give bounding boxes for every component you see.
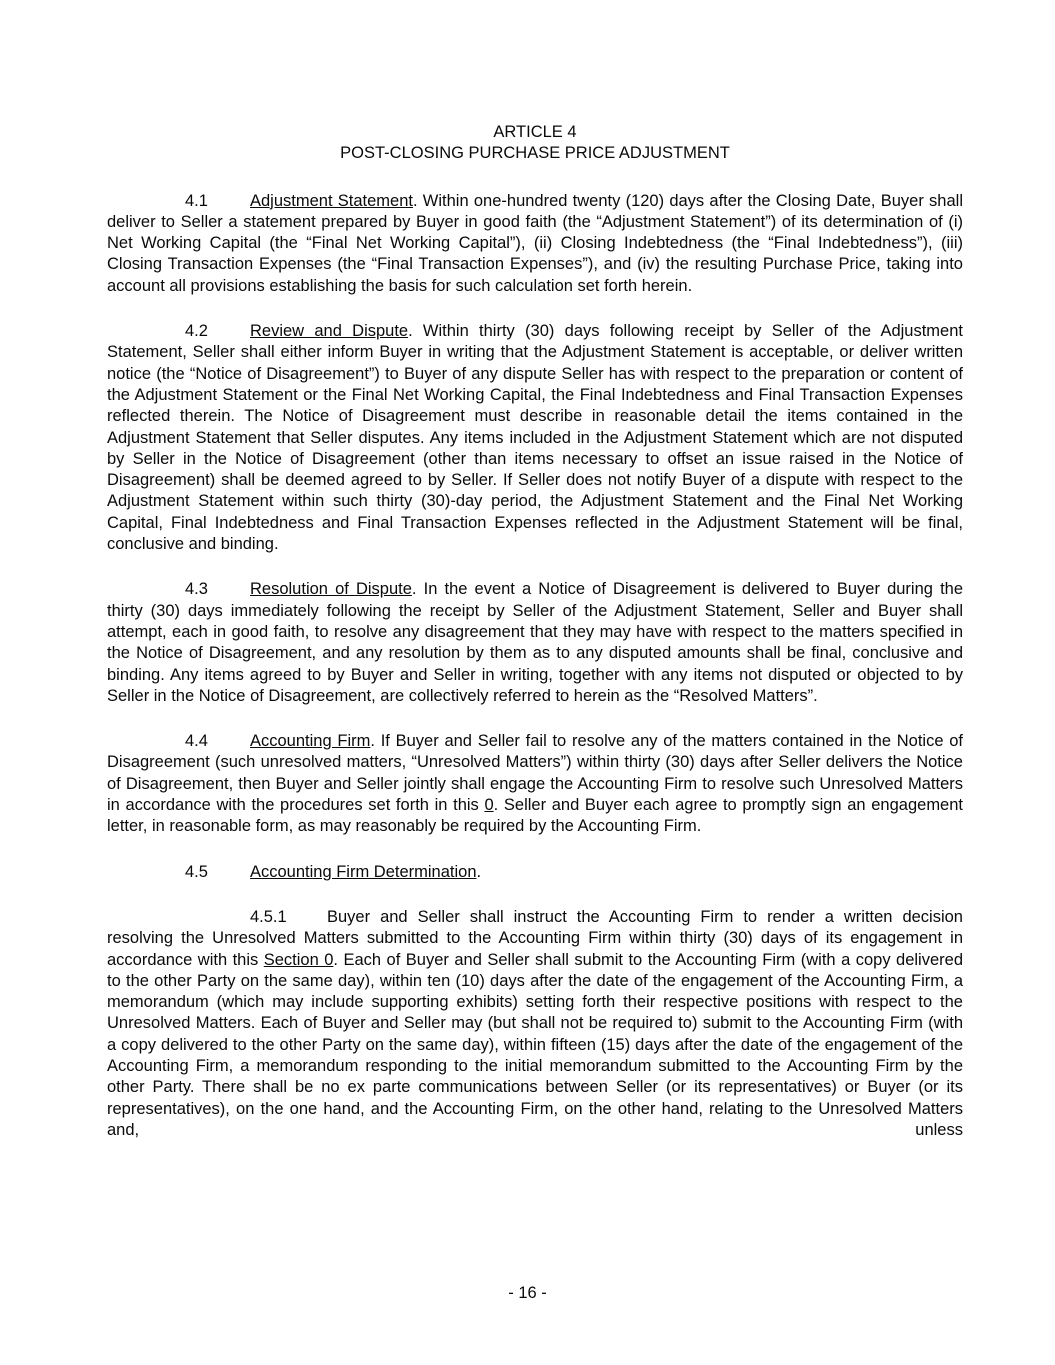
- section-4-4-cross-reference: 0: [484, 796, 494, 815]
- section-4-5-1-body-a: Buyer and Seller shall instruct the Accounting Firm to render a written decision resolving the Unresolved Matters submitted to the Accounting Firm within thirty (30) days of its engagement in accordance with this: [107, 907, 963, 969]
- section-4-3-number: 4.3: [185, 580, 208, 599]
- section-4-3-heading: Resolution of Dispute: [250, 580, 412, 599]
- section-4-3-body: . In the event a Notice of Disagreement is delivered to Buyer during the thirty (30) days immediately following the receipt by Seller of the Adjustment Statement, Seller and Buyer shall attempt, each in good faith, to resolve any disagreement that they may have with respect to the matters specified in the Notice of Disagreement, and any resolution by them as to any disputed amounts shall be final, conclusive and binding. Any items agreed to by Buyer and Seller in writing, together with any items not disputed or objected to by Seller in the Notice of Disagreement, are collectively referred to herein as the “Resolved Matters”.: [107, 580, 964, 705]
- section-4-2-body: . Within thirty (30) days following receipt by Seller of the Adjustment Statement, Seller shall either inform Buyer in writing that the Adjustment Statement is acceptable, or deliver written notice (the “Notice of Disagreement”) to Buyer of any dispute Seller has with respect to the preparation or content of the Adjustment Statement or the Final Net Working Capital, the Final Indebtedness and Final Transaction Expenses reflected therein. The Notice of Disagreement must describe in reasonable detail the items contained in the Adjustment Statement that Seller disputes. Any items included in the Adjustment Statement which are not disputed by Seller in the Notice of Disagreement (other than items necessary to offset an issue raised in the Notice of Disagreement) shall be deemed agreed to by Seller. If Seller does not notify Buyer of a dispute with respect to the Adjustment Statement within such thirty (30)-day period, the Adjustment Statement and the Final Net Working Capital, Final Indebtedness and Final Transaction Expenses reflected in the Adjustment Statement will be final, conclusive and binding.: [107, 322, 963, 554]
- article-number: ARTICLE 4: [493, 123, 577, 141]
- article-heading-block: [107, 122, 963, 165]
- section-4-2-heading: Review and Dispute: [250, 322, 409, 341]
- section-4-4: [107, 731, 963, 837]
- section-4-5-1: [107, 907, 963, 1141]
- section-4-1-heading: Adjustment Statement: [250, 191, 413, 210]
- section-4-1: [107, 191, 963, 297]
- section-4-5-number: 4.5: [185, 862, 208, 881]
- section-4-4-number: 4.4: [185, 732, 208, 751]
- page-number: - 16 -: [508, 1284, 547, 1302]
- article-title: POST-CLOSING PURCHASE PRICE ADJUSTMENT: [340, 144, 730, 163]
- section-4-5-body: .: [476, 862, 482, 881]
- section-4-1-number: 4.1: [185, 191, 208, 210]
- section-4-4-body-a: . If Buyer and Seller fail to resolve any of the matters contained in the Notice of Disagreement (such unresolved matters, “Unresolved Matters”) within thirty (30) days after Seller delivers the Notice of Disagreement, then Buyer and Seller jointly shall engage the Accounting Firm to resolve such Unresolved Matters in accordance with the procedures set forth in this: [107, 732, 964, 815]
- section-4-4-heading: Accounting Firm: [250, 732, 371, 751]
- section-4-5-1-number: 4.5.1: [250, 907, 287, 926]
- section-4-5: [107, 862, 963, 883]
- section-4-2-number: 4.2: [185, 322, 208, 341]
- section-4-5-1-cross-reference: Section 0: [263, 950, 334, 969]
- section-4-5-heading: Accounting Firm Determination: [250, 862, 477, 881]
- section-4-2: [107, 321, 963, 555]
- section-4-5-1-body-b: . Each of Buyer and Seller shall submit to the Accounting Firm (with a copy delivered to the other Party on the same day), within ten (10) days after the date of the engagement of the Accounting Firm, a memorandum (which may include supporting exhibits) setting forth their respective positions with respect to the Unresolved Matters. Each of Buyer and Seller may (but shall not be required to) submit to the Accounting Firm (with a copy delivered to the other Party on the same day), within fifteen (15) days after the date of the engagement of the Accounting Firm, a memorandum responding to the initial memorandum submitted to the Accounting Firm by the other Party. There shall be no ex parte communications between Seller (or its representatives) or Buyer (or its representatives), on the one hand, and the Accounting Firm, on the other hand, relating to the Unresolved Matters and, unless: [107, 950, 963, 1139]
- section-4-3: [107, 579, 963, 707]
- section-4-1-body: . Within one-hundred twenty (120) days after the Closing Date, Buyer shall deliver to Seller a statement prepared by Buyer in good faith (the “Adjustment Statement”) of its determination of (i) Net Working Capital (the “Final Net Working Capital”), (ii) Closing Indebtedness (the “Final Indebtedness”), (iii) Closing Transaction Expenses (the “Final Transaction Expenses”), and (iv) the resulting Purchase Price, taking into account all provisions establishing the basis for such calculation set forth herein.: [107, 191, 963, 295]
- section-4-4-body-b: . Seller and Buyer each agree to promptly sign an engagement letter, in reasonable form, as may reasonably be required by the Accounting Firm.: [107, 796, 963, 836]
- page-content: [107, 122, 963, 1141]
